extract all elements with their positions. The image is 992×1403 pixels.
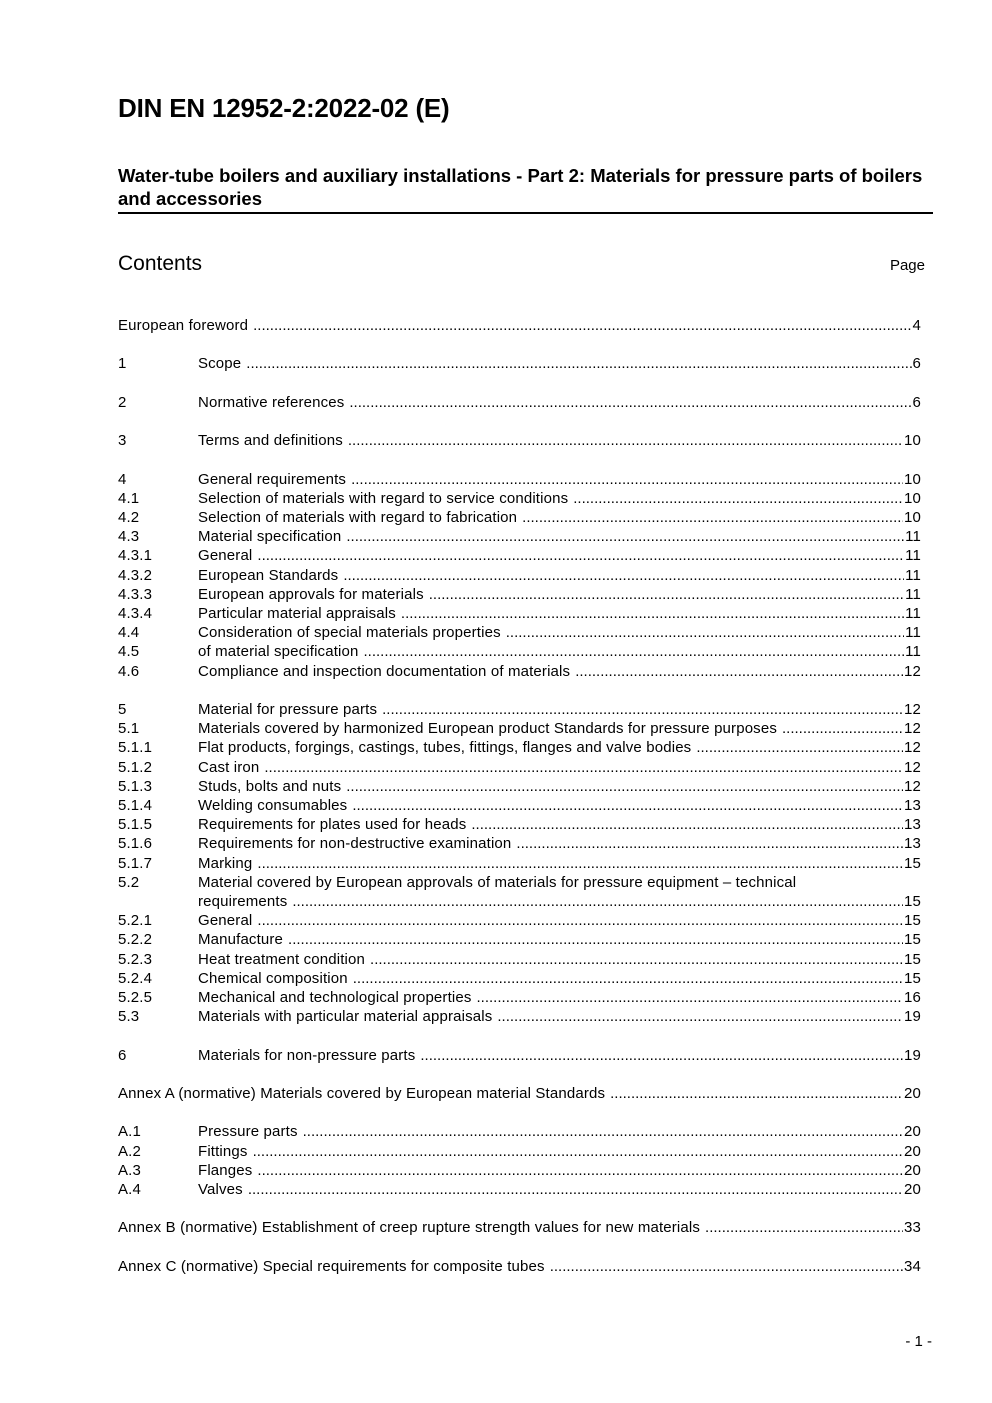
toc-entry-label: Materials covered by harmonized European product Standards for pressure purposes <box>198 720 777 738</box>
toc-entry[interactable] <box>118 585 921 604</box>
toc-entry-page: 19 <box>904 1046 921 1064</box>
toc-entry-number: 4.1 <box>118 489 140 507</box>
toc-entry[interactable] <box>118 777 921 796</box>
toc-leader-dots <box>429 585 904 604</box>
toc-leader-dots <box>522 508 903 527</box>
toc-entry-label: Scope <box>198 355 242 373</box>
toc-entry[interactable] <box>118 354 921 373</box>
toc-leader-dots <box>420 1046 903 1065</box>
toc-entry[interactable] <box>118 642 921 661</box>
toc-entry[interactable] <box>118 546 921 565</box>
toc-entry-page: 13 <box>904 835 921 853</box>
toc-entry[interactable] <box>118 1161 921 1180</box>
toc-entry-label: Annex A (normative) Materials covered by European material Standards <box>118 1085 606 1103</box>
toc-entry-number: 5 <box>118 700 127 718</box>
toc-entry-number: 3 <box>118 432 127 450</box>
toc-entry[interactable] <box>118 873 921 911</box>
toc-entry-page: 12 <box>904 700 921 718</box>
toc-entry-page: 15 <box>904 950 921 968</box>
toc-entry-number: 5.1 <box>118 720 140 738</box>
toc-leader-dots <box>550 1257 903 1276</box>
toc-leader-dots <box>782 719 903 738</box>
toc-leader-dots <box>246 354 911 373</box>
toc-leader-dots <box>353 969 903 988</box>
toc-leader-dots <box>471 815 903 834</box>
toc-entry-page: 12 <box>904 777 921 795</box>
toc-entry[interactable] <box>118 527 921 546</box>
toc-entry[interactable] <box>118 1218 921 1237</box>
toc-entry[interactable] <box>118 431 921 450</box>
toc-leader-dots <box>516 834 903 853</box>
document-title: Water-tube boilers and auxiliary installations - Part 2: Materials for pressure parts of boilers and accessories <box>118 164 933 214</box>
toc-entry-page: 15 <box>904 912 921 930</box>
toc-entry-page: 19 <box>904 1008 921 1026</box>
toc-leader-dots <box>477 988 903 1007</box>
toc-entry-page: 15 <box>904 893 921 911</box>
toc-entry-number: 4 <box>118 470 127 488</box>
toc-leader-dots <box>303 1122 903 1141</box>
toc-entry-label: Manufacture <box>198 931 284 949</box>
toc-leader-dots <box>573 489 903 508</box>
toc-entry-number: 4.4 <box>118 624 140 642</box>
toc-entry-label: Valves <box>198 1181 243 1199</box>
toc-entry-number: 5.1.7 <box>118 854 153 872</box>
toc-entry[interactable] <box>118 719 921 738</box>
toc-leader-dots <box>343 566 904 585</box>
toc-entry-number: 5.3 <box>118 1008 140 1026</box>
toc-entry-number: A.4 <box>118 1181 141 1199</box>
toc-entry-label: Chemical composition <box>198 969 348 987</box>
toc-entry-number: 5.2.3 <box>118 950 153 968</box>
toc-entry-page: 11 <box>905 585 921 603</box>
toc-entry[interactable] <box>118 470 921 489</box>
toc-leader-dots <box>264 758 903 777</box>
toc-entry-page: 15 <box>904 931 921 949</box>
toc-entry[interactable] <box>118 1122 921 1141</box>
toc-entry[interactable] <box>118 834 921 853</box>
page-number: - 1 - <box>905 1333 932 1350</box>
toc-entry[interactable] <box>118 662 921 681</box>
toc-entry[interactable] <box>118 1180 921 1199</box>
toc-entry-page: 6 <box>912 393 921 411</box>
toc-entry-label: Flanges <box>198 1161 253 1179</box>
toc-entry-page: 20 <box>904 1161 921 1179</box>
toc-entry-number: 5.1.1 <box>118 739 153 757</box>
toc-entry-page: 15 <box>904 854 921 872</box>
toc-entry-page: 20 <box>904 1085 921 1103</box>
toc-leader-dots <box>364 642 905 661</box>
toc-entry-number: 4.3 <box>118 528 140 546</box>
toc-entry-page: 4 <box>912 317 921 334</box>
toc-entry[interactable] <box>118 758 921 777</box>
toc-entry-number: 4.3.4 <box>118 604 153 622</box>
toc-entry-label: European Standards <box>198 566 339 584</box>
toc-leader-dots <box>253 1142 903 1161</box>
toc-entry-label: of material specification <box>198 643 359 661</box>
toc-entry-page: 11 <box>905 566 921 584</box>
contents-heading: Contents <box>118 252 203 275</box>
toc-entry-page: 13 <box>904 797 921 814</box>
toc-entry-page: 11 <box>905 604 921 622</box>
toc-entry-label: Annex B (normative) Establishment of creep rupture strength values for new materials <box>118 1219 701 1237</box>
toc-entry[interactable] <box>118 950 921 969</box>
toc-entry-number: 5.2.1 <box>118 912 153 930</box>
toc-leader-dots <box>575 662 903 681</box>
toc-entry-page: 10 <box>904 508 921 526</box>
toc-entry-label: Material covered by European approvals of materials for pressure equipment – technical <box>198 873 797 891</box>
toc-entry-page: 15 <box>904 969 921 987</box>
toc-entry-label: General <box>198 547 253 565</box>
toc-entry-page: 11 <box>905 624 921 642</box>
toc-leader-dots <box>288 930 903 949</box>
toc-leader-dots <box>401 604 904 623</box>
toc-leader-dots <box>292 892 903 911</box>
toc-entry-page: 13 <box>904 816 921 834</box>
toc-entry-label: General <box>198 912 253 930</box>
toc-entry[interactable] <box>118 623 921 642</box>
toc-entry-label: Flat products, forgings, castings, tubes, fittings, flanges and valve bodies <box>198 739 692 757</box>
page-column-label: Page <box>889 257 925 274</box>
toc-entry-label: European approvals for materials <box>198 585 424 603</box>
toc-entry-page: 11 <box>905 547 921 565</box>
toc-entry-number: 5.2.2 <box>118 931 153 949</box>
toc-leader-dots <box>253 316 911 335</box>
toc-entry-label: European foreword <box>118 317 249 334</box>
toc-leader-dots <box>248 1180 903 1199</box>
toc-entry-label: Marking <box>198 854 253 872</box>
toc-leader-dots <box>382 700 903 719</box>
toc-entry-page: 20 <box>904 1142 921 1160</box>
toc-leader-dots <box>349 393 911 412</box>
toc-entry[interactable] <box>118 393 921 412</box>
toc-entry-number: 6 <box>118 1046 127 1064</box>
toc-entry[interactable] <box>118 796 921 815</box>
toc-entry[interactable] <box>118 854 921 873</box>
toc-entry-number: 5.1.4 <box>118 797 153 814</box>
toc-entry-number: 5.1.5 <box>118 816 153 834</box>
toc-entry-label: Terms and definitions <box>198 432 343 450</box>
toc-entry[interactable] <box>118 969 921 988</box>
document-id: DIN EN 12952-2:2022-02 (E) <box>118 93 450 123</box>
toc-leader-dots <box>705 1218 903 1237</box>
toc-entry[interactable] <box>118 911 921 930</box>
toc-entry-label: Requirements for non-destructive examination <box>198 835 512 853</box>
toc-entry-number: 4.3.2 <box>118 566 153 584</box>
toc-entry-label: Welding consumables <box>198 797 348 814</box>
toc-entry-number: 5.1.2 <box>118 758 153 776</box>
toc-entry-page: 10 <box>904 470 921 488</box>
toc-entry-page: 12 <box>904 758 921 776</box>
toc-entry[interactable] <box>118 508 921 527</box>
toc-entry[interactable] <box>118 604 921 623</box>
toc-entry-page: 11 <box>905 528 921 546</box>
toc-entry-label: Normative references <box>198 393 345 411</box>
toc-leader-dots <box>351 470 903 489</box>
toc-entry-label: Requirements for plates used for heads <box>198 816 467 834</box>
toc-entry-label: Materials for non-pressure parts <box>198 1046 416 1064</box>
toc-entry-page: 16 <box>904 989 921 1007</box>
toc-entry[interactable] <box>118 988 921 1007</box>
toc-entry-page: 20 <box>904 1123 921 1141</box>
toc-leader-dots <box>257 854 903 873</box>
toc-entry-label: Compliance and inspection documentation of materials <box>198 662 571 680</box>
toc-entry-label: Material specification <box>198 528 342 546</box>
toc-entry-label: Materials with particular material appraisals <box>198 1008 493 1026</box>
toc-entry-page: 10 <box>904 432 921 450</box>
toc-entry[interactable] <box>118 316 921 335</box>
toc-leader-dots <box>257 911 903 930</box>
toc-entry-number: A.1 <box>118 1123 141 1141</box>
toc-entry[interactable] <box>118 1046 921 1065</box>
toc-entry[interactable] <box>118 1257 921 1276</box>
toc-entry-label: Annex C (normative) Special requirements for composite tubes <box>118 1257 545 1275</box>
toc-leader-dots <box>610 1084 903 1103</box>
toc-entry-page: 20 <box>904 1181 921 1199</box>
toc-entry-label: Particular material appraisals <box>198 604 396 622</box>
toc-leader-dots <box>497 1007 903 1026</box>
toc-entry-number: 5.2 <box>118 873 140 891</box>
table-of-contents <box>118 316 921 1276</box>
toc-entry-number: 4.3.1 <box>118 547 153 565</box>
toc-entry-number: A.3 <box>118 1161 141 1179</box>
toc-leader-dots <box>352 796 903 815</box>
toc-entry-page: 12 <box>904 720 921 738</box>
toc-entry-label: Material for pressure parts <box>198 700 378 718</box>
toc-entry-number: 1 <box>118 355 127 373</box>
toc-leader-dots <box>348 431 903 450</box>
toc-entry-page: 11 <box>905 643 921 661</box>
toc-entry[interactable] <box>118 489 921 508</box>
toc-entry-label: Cast iron <box>198 758 260 776</box>
toc-entry-label: General requirements <box>198 470 347 488</box>
toc-entry-label: Fittings <box>198 1142 248 1160</box>
toc-entry-number: 4.2 <box>118 508 140 526</box>
toc-entry-number: 5.2.5 <box>118 989 153 1007</box>
toc-leader-dots <box>506 623 904 642</box>
toc-entry-number: 4.5 <box>118 643 140 661</box>
toc-entry-page: 10 <box>904 489 921 507</box>
toc-leader-dots <box>346 777 903 796</box>
toc-entry[interactable] <box>118 566 921 585</box>
toc-entry-number: 5.1.3 <box>118 777 153 795</box>
toc-entry-number: 4.6 <box>118 662 140 680</box>
toc-entry-label: Studs, bolts and nuts <box>198 777 342 795</box>
toc-entry[interactable] <box>118 700 921 719</box>
toc-leader-dots <box>346 527 904 546</box>
toc-entry-number: 5.1.6 <box>118 835 153 853</box>
toc-entry[interactable] <box>118 815 921 834</box>
toc-entry-label: Selection of materials with regard to service conditions <box>198 489 569 507</box>
toc-leader-dots <box>696 738 903 757</box>
toc-entry[interactable] <box>118 738 921 757</box>
toc-leader-dots <box>370 950 903 969</box>
toc-entry[interactable] <box>118 1142 921 1161</box>
toc-entry[interactable] <box>118 930 921 949</box>
toc-entry-label: Heat treatment condition <box>198 950 366 968</box>
toc-entry-label: Selection of materials with regard to fabrication <box>198 508 518 526</box>
toc-entry-label: Consideration of special materials properties <box>198 624 501 642</box>
toc-entry-page: 12 <box>904 662 921 680</box>
toc-entry-page: 34 <box>904 1257 921 1275</box>
toc-leader-dots <box>257 1161 903 1180</box>
toc-leader-dots <box>257 546 904 565</box>
toc-entry-page: 33 <box>904 1219 921 1237</box>
toc-entry-label: Mechanical and technological properties <box>198 989 472 1007</box>
toc-entry-number: 2 <box>118 393 127 411</box>
toc-entry-label: Pressure parts <box>198 1123 298 1141</box>
toc-entry-page: 6 <box>912 355 921 373</box>
toc-entry-label-continued: requirements <box>198 893 288 911</box>
toc-entry-number: A.2 <box>118 1142 141 1160</box>
toc-entry[interactable] <box>118 1007 921 1026</box>
toc-entry[interactable] <box>118 1084 921 1103</box>
toc-entry-number: 5.2.4 <box>118 969 153 987</box>
toc-entry-page: 12 <box>904 739 921 757</box>
toc-entry-number: 4.3.3 <box>118 585 153 603</box>
